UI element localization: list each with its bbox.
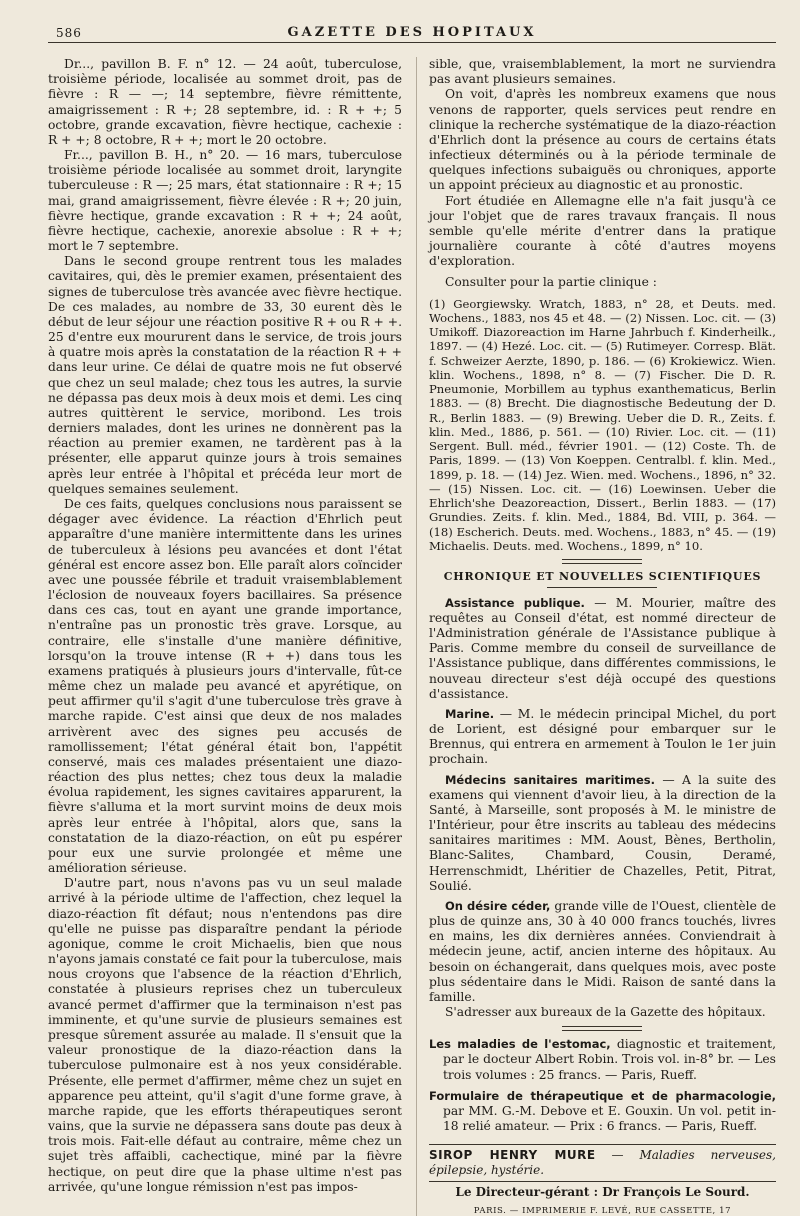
ad-brand: SIROP HENRY MURE — [428, 1148, 596, 1163]
conclusions-paragraph: De ces faits, quelques conclusions nous paraissent se dégager avec évidence. La réaction d'Ehrlich peut apparaître d'une manière intermittente dans les urines de tuberculeux à lésions peu avancées et dont l'état général est encore assez bon. Elle paraît alors coïncider avec une poussée fébrile et traduit vraisemblablement l'éclosion de nouveaux foyers bacillaires. Sa présence dans ces cas, tout en ayant une grande importance, n'entraîne pas un pronostic très grave. Lorsque, au contraire, elle s'installe d'une manière définitive, lorsqu'on la trouve intense (R + +) dans tous les examens pratiqués à plusieurs jours d'intervalle, fût-ce même chez un malade peu avancé et apyrétique, on peut affirmer qu'il s'agit d'une tuberculose très grave à marche rapide. C'est ainsi que deux de nos malades arrivèrent avec des signes peu accusés de ramollissement; l'état général était bon, l'appétit conservé, mais ces malades présentaient une diazo-réaction des plus nettes; chez tous deux la maladie évolua rapidement, les signes cavitaires apparurent, la fièvre s'alluma et la mort survint moins de deux mois après leur entrée à l'hôpital, alors que, sans la constatation de la diazo-réaction, on eût pu espérer pour eux une survie prolongée et même une amélioration sérieuse. — [48, 496, 402, 876]
director-line: Le Directeur-gérant : Dr François Le Sourd. — [455, 1184, 750, 1199]
left-column — [48, 57, 402, 1216]
section-title: CHRONIQUE ET NOUVELLES SCIENTIFIQUES — [443, 570, 762, 584]
prognosis-paragraph: D'autre part, nous n'avons pas vu un seul malade arrivé à la période ultime de l'affection, chez lequel la diazo-réaction fît défaut; nous n'entendons pas dire qu'elle ne puisse pas disparaître pendant la période agonique, comme le croit Michaelis, bien que nous n'ayons jamais constaté ce fait pour la tuberculose, mais nous croyons que l'absence de la réaction d'Ehrlich, constatée à plusieurs reprises chez un tuberculeux avancé permet d'affirmer que la terminaison n'est pas imminente, et qu'une survie de plusieurs semaines est presque sûrement assurée au malade. Il s'ensuit que la valeur pronostique de la diazo-réaction dans la tuberculose pulmonaire est à nos yeux considérable. Présente, elle permet d'affirmer, même chez un sujet en apparence peu atteint, qu'il s'agit d'une forme grave, à marche rapide, que les efforts thérapeutiques seront vains, que la survie ne dépassera sans doute pas deux à trois mois. Fait-elle défaut au contraire, même chez un sujet très affaibli, cachectique, miné par la fièvre hectique, on peut dire que la phase ultime n'est pas arrivée, qu'une longue rémission n'est pas impos- — [48, 876, 402, 1194]
news-item — [429, 773, 776, 894]
continuation-paragraph: sible, que, vraisemblablement, la mort ne surviendra pas avant plusieurs semaines. — [428, 57, 776, 87]
book-details: par MM. G.-M. Debove et E. Gouxin. Un vol. petit in-18 relié amateur. — Prix : 6 francs. — Paris, Rueff. — [442, 1103, 776, 1134]
case-dr: Dr..., pavillon B. F. n° 12. — 24 août, tuberculose, troisième période, localisée au sommet droit, pas de fièvre : R — —; 14 septembre, fièvre rémittente, amaigrissement : R +; 28 septembre, id. : R + +; 5 octobre, grande excavation, fièvre hectique, cachexie : R + +; 8 octobre, R + +; mort le 20 octobre. — [48, 57, 402, 147]
page-number: 586 — [56, 26, 82, 40]
right-column — [416, 57, 776, 1216]
ad-text: — Maladies nerveuses, épilepsie, hystérie. — [428, 1148, 776, 1178]
book-title: Les maladies de l'estomac, — [428, 1037, 611, 1052]
services-paragraph: On voit, d'après les nombreux examens que nous venons de rapporter, quels services peut rendre en clinique la recherche systématique de la diazo-réaction d'Ehrlich dont la présence au cours de certains états infectieux déterminés ou à la période terminale de quelques infections subaiguës ou chroniques, apporte un appoint précieux au diagnostic et au pronostic. — [428, 87, 776, 193]
news-text: — M. le médecin principal Michel, du port de Lorient, est désigné pour embarquer sur le Brennus, qui entrera en armement à Toulon le 1er juin prochain. — [428, 706, 776, 767]
title-rule — [547, 587, 657, 588]
book-title: Formulaire de thérapeutique et de pharmacologie, — [428, 1088, 776, 1103]
references-list: (1) Georgiewsky. Wratch, 1883, n° 28, et Deuts. med. Wochens., 1883, nos 45 et 48. — (2) Nissen. Loc. cit. — (3) Umikoff. Diazoreaction im Harne Jahrbuch f. Kinderheilk., 1897. — (4) Hezé. Loc. cit. — (5) Rutimeyer. Corresp. Blät. f. Schweizer Aerzte, 1890, p. 186. — (6) Krokiewicz. Wien. klin. Wochens., 1898, n° 8. — (7) Fischer. Die D. R. Pneumonie, Morbillem au typhus exanthematicus, Berlin 1883. — (8) Brecht. Die diagnostische Bedeutung der D. R., Berlin 1883. — (9) Brewing. Ueber die D. R., Zeits. f. klin. Med., 1886, p. 561. — (10) Rivier. Loc. cit. — (11) Sergent. Bull. méd., février 1901. — (12) Coste. Th. de Paris, 1899. — (13) Von Koeppen. Centralbl. f. klin. Med., 1899, p. 18. — (14) Jez. Wien. med. Wochens., 1896, n° 32. — (15) Nissen. Loc. cit. — (16) Loewinsen. Ueber die Ehrlich'she Deazoreaction, Dissert., Berlin 1883. — (17) Grundies. Zeits. f. klin. Med., 1884, Bd. VIII, p. 364. — (18) Escherich. Deuts. med. Wochens., 1883, n° 45. — (19) Michaelis. Deuts. med. Wochens., 1899, n° 10. — [428, 296, 776, 553]
news-head: Médecins sanitaires maritimes. — [444, 772, 655, 787]
news-item — [429, 1005, 776, 1020]
journal-title: GAZETTE DES HOPITAUX — [287, 25, 537, 40]
printer-line: PARIS. — IMPRIMERIE F. LEVÉ, RUE CASSETTE, 17 — [473, 1205, 732, 1216]
news-head: Marine. — [444, 706, 495, 721]
advertisement — [429, 1144, 776, 1182]
columns — [48, 57, 776, 1216]
news-text: grande ville de l'Ouest, clientèle de plus de quinze ans, 30 à 40 000 francs touchés, livres en mains, les dix dernières années. Conviendrait à médecin jeune, actif, ancien interne des hôpitaux. Au besoin on échangerait, dans quelques mois, avec poste plus sédentaire dans le Midi. Raison de santé dans la famille. — [428, 898, 776, 1004]
news-text: — A la suite des examens qui viennent d'avoir lieu, à la direction de la Santé, à Marseille, sont proposés à M. le ministre de l'Intérieur, pour être inscrits au tableau des médecins sanitaires maritimes : MM. Aoust, Bènes, Bertholin, Blanc-Salites, Chambard, Cousin, Deramé, Herrenschmidt, Lhéritier de Chazelles, Petit, Pitrat, Soulié. — [428, 772, 776, 893]
news-text: S'adresser aux bureaux de la Gazette des hôpitaux. — [444, 1005, 766, 1020]
germany-paragraph: Fort étudiée en Allemagne elle n'a fait jusqu'à ce jour l'objet que de rares travaux français. Il nous semble qu'elle mérite d'entrer dans la pratique journalière courante à côté d'autres moyens d'exploration. — [428, 193, 776, 269]
news-text: — M. Mourier, maître des requêtes au Conseil d'état, est nommé directeur de l'Administration générale de l'Assistance publique à Paris. Comme membre du conseil de surveillance de l'Assistance publique, dans différentes commissions, le nouveau directeur s'est déjà occupé des questions d'assistance. — [428, 595, 776, 701]
news-head: Assistance publique. — [444, 595, 585, 610]
consult-heading: Consulter pour la partie clinique : — [444, 275, 657, 290]
book-notice — [429, 1037, 776, 1083]
news-head: On désire céder, — [444, 898, 551, 913]
news-item — [429, 899, 776, 1005]
book-notice — [429, 1089, 776, 1135]
ornament-divider — [562, 559, 642, 564]
book-details: diagnostic et traitement, par le docteur Albert Robin. Trois vol. in-8° br. — Les trois volumes : 25 francs. — Paris, Rueff. — [442, 1037, 776, 1082]
page-header — [48, 20, 776, 43]
news-item — [429, 707, 776, 768]
news-item — [429, 596, 776, 702]
second-group-paragraph: Dans le second groupe rentrent tous les malades cavitaires, qui, dès le premier examen, présentaient des signes de tuberculose très avancée avec fièvre hectique. De ces malades, au nombre de 33, 30 eurent dès le début de leur séjour une réaction positive R + ou R + +. 25 d'entre eux moururent dans le service, de trois jours à quatre mois après la constatation de la réaction R + + dans leur urine. Ce délai de quatre mois ne fut observé que chez un seul malade; chez tous les autres, la survie ne dépassa pas deux mois à deux mois et demi. Les cinq autres quittèrent le service, moribond. Les trois derniers malades, dont les urines ne donnèrent pas la réaction au premier examen, ne tardèrent pas à la présenter, elle apparut quinze jours à trois semaines après leur entrée à l'hôpital et précéda leur mort de quelques semaines seulement. — [48, 254, 402, 496]
ornament-divider — [562, 1026, 642, 1031]
case-fr: Fr..., pavillon B. H., n° 20. — 16 mars, tuberculose troisième période localisée au sommet droit, laryngite tuberculeuse : R —; 25 mars, état stationnaire : R +; 15 mai, grand amaigrissement, fièvre élevée : R +; 20 juin, fièvre hectique, grande excavation : R + +; 24 août, fièvre hectique, cachexie, anorexie absolue : R + +; mort le 7 septembre. — [48, 148, 402, 254]
